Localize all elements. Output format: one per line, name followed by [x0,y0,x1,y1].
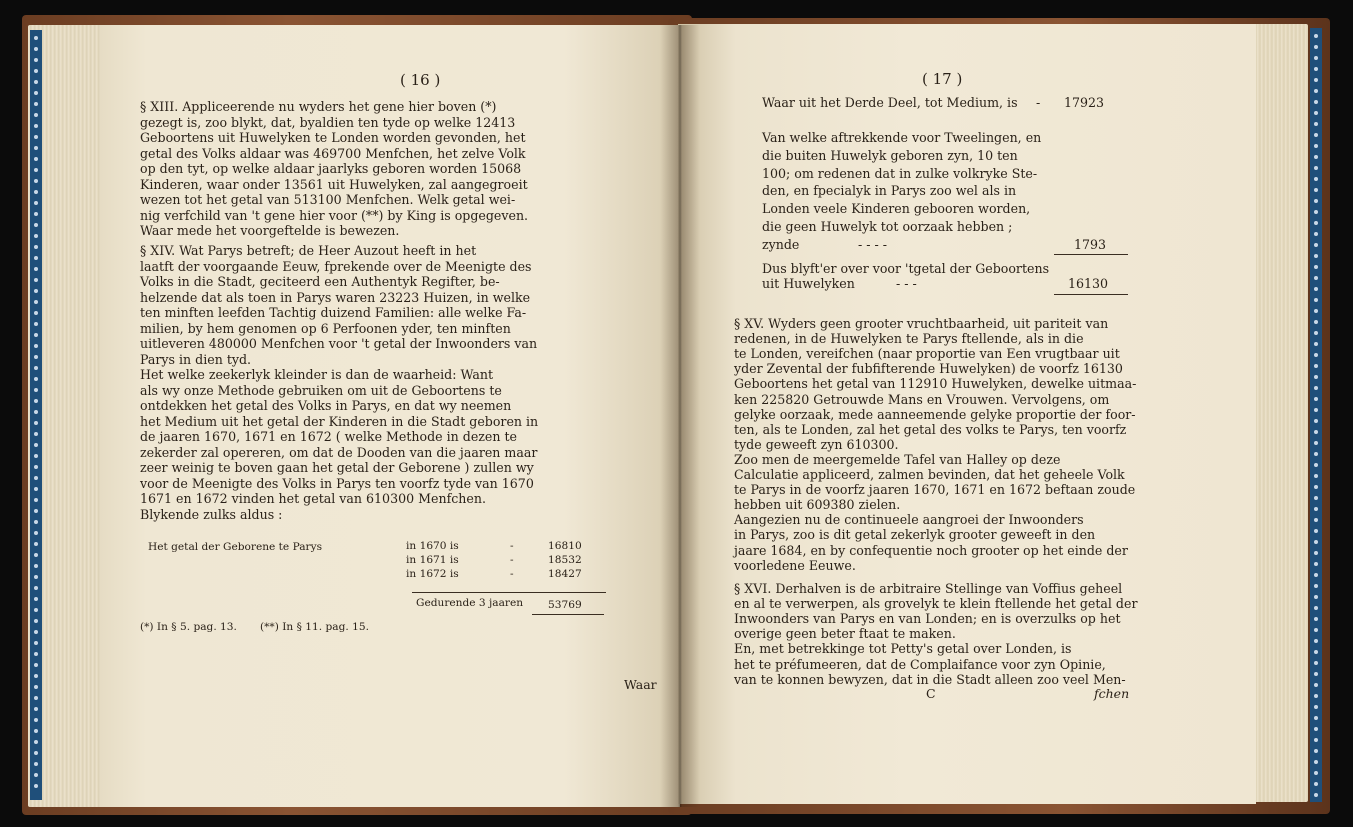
twins-last-text: zynde [762,237,800,252]
text-line: Geboortens uit Huwelyken te Londen worden gevonden, het [140,130,526,145]
ribbon-dot [1314,375,1318,379]
page-number-17: ( 17 ) [922,70,963,88]
ribbon-dot [34,652,38,656]
text-line: in Parys, zoo is dit getal zekerlyk grooter geweeft in den [734,527,1096,543]
text-line: milien, by hem genomen op 6 Perfoonen yder, ten minften [140,320,511,336]
ribbon-dot [34,410,38,414]
ribbon-dot [1314,650,1318,654]
ribbon-dot [34,696,38,700]
ribbon-dot [1314,199,1318,203]
ribbon-dot [1314,551,1318,555]
ribbon-dot [1314,705,1318,709]
ribbon-dot [1314,155,1318,159]
ribbon-dot [34,146,38,150]
rule-twins [1054,254,1128,255]
text-line: getal des Volks aldaar was 469700 Menfchen, het zelve Volk [140,145,526,161]
ribbon-dot [1314,606,1318,610]
text-line: yder Zevental der fubfifterende Huwelyken) de voorfz 16130 [734,361,1123,377]
text-line: 100; om redenen dat in zulke volkryke Ste- [762,165,1038,181]
rest-last-dashes: - - - [896,276,917,291]
footnote-1: (*) In § 5. pag. 13. [140,621,237,633]
text-line: Londen veele Kinderen gebooren worden, [762,201,1031,217]
ribbon-dot [1314,782,1318,786]
ribbon-dot [1314,397,1318,401]
ribbon-dot [34,685,38,689]
ribbon-dot [1314,56,1318,60]
ribbon-dot [1314,463,1318,467]
ribbon-dot [1314,309,1318,313]
text-line: tyde geweeft zyn 610300. [734,436,899,452]
ribbon-dot [34,124,38,128]
ribbon-dot [34,443,38,447]
table-cell-year: in 1671 is [406,554,459,566]
left-page [100,25,680,807]
text-line: wezen tot het getal van 513100 Menfchen. Welk getal wei- [140,192,516,207]
ribbon-dot [34,267,38,271]
text-line: Blykende zulks aldus : [140,506,283,522]
text-line: te Parys in de voorfz jaaren 1670, 1671 en 1672 beftaan zoude [734,482,1136,498]
bookmark-ribbon-right [1310,28,1322,802]
text-line: voor de Meenigte des Volks in Parys ten voorfz tyde van 1670 [140,475,534,491]
ribbon-dot [1314,771,1318,775]
text-line: ten minften leefden Tachtig duizend Familien: alle welke Fa- [140,305,527,320]
text-line: ontdekken het getal des Volks in Parys, en dat wy neemen [140,398,512,413]
ribbon-dot [34,432,38,436]
text-line: Dus blyft'er over voor 'tgetal der Geboortens [762,261,1050,276]
ribbon-dot [34,69,38,73]
ribbon-dot [1314,265,1318,269]
ribbon-dot [1314,793,1318,797]
ribbon-dot [1314,78,1318,82]
ribbon-dot [34,465,38,469]
table-cell-dash: - [510,554,514,566]
ribbon-dot [1314,331,1318,335]
ribbon-dot [1314,133,1318,137]
text-line: als wy onze Methode gebruiken om uit de Geboortens te [140,382,502,398]
text-line: hebben uit 609380 zielen. [734,497,901,513]
ribbon-dot [1314,34,1318,38]
table-rule-total [532,614,604,615]
ribbon-dot [34,311,38,315]
ribbon-dot [1314,760,1318,764]
text-line: Waar mede het voorgeftelde is bewezen. [140,223,400,238]
table-cell-dash: - [510,540,514,552]
ribbon-dot [1314,320,1318,324]
ribbon-dot [1314,276,1318,280]
text-line: § XVI. Derhalven is de arbitraire Stellinge van Voffius geheel [734,581,1123,596]
ribbon-dot [1314,430,1318,434]
ribbon-dot [1314,45,1318,49]
page-edges-right [1250,24,1308,802]
ribbon-dot [34,674,38,678]
ribbon-dot [1314,474,1318,478]
footnote-2: (**) In § 11. pag. 15. [260,621,369,633]
ribbon-dot [34,47,38,51]
ribbon-dot [34,322,38,326]
ribbon-dot [1314,738,1318,742]
text-line: ken 225820 Getrouwde Mans en Vrouwen. Vervolgens, om [734,391,1110,407]
text-line: te Londen, vereifchen (naar proportie van Een vrugtbaar uit [734,346,1120,362]
ribbon-dot [34,377,38,381]
ribbon-dot [1314,672,1318,676]
catchword-right: fchen [1094,686,1130,701]
ribbon-dot [34,278,38,282]
text-line: ten, als te Londen, zal het getal des volks te Parys, ten voorfz [734,421,1127,437]
ribbon-dot [1314,573,1318,577]
ribbon-dot [1314,408,1318,412]
ribbon-dot [34,586,38,590]
ribbon-dot [34,190,38,194]
book-gutter [660,25,700,807]
ribbon-dot [34,421,38,425]
ribbon-dot [34,113,38,117]
ribbon-dot [1314,727,1318,731]
ribbon-dot [1314,243,1318,247]
ribbon-dot [1314,353,1318,357]
twins-last-dashes: - - - - [858,237,888,252]
ribbon-dot [34,762,38,766]
text-line: Zoo men de meergemelde Tafel van Halley op deze [734,451,1061,467]
ribbon-dot [34,740,38,744]
text-line: Geboortens het getal van 112910 Huwelyken, dewelke uitmaa- [734,376,1137,392]
rest-last-value: 16130 [1068,276,1109,291]
ribbon-dot [1314,232,1318,236]
text-line: zeer weinig te boven gaan het getal der Geborene ) zullen wy [140,460,534,475]
text-line: Aangezien nu de continueele aangroei der Inwoonders [734,512,1084,528]
ribbon-dot [34,80,38,84]
ribbon-dot [34,476,38,480]
text-line: § XIII. Appliceerende nu wyders het gene hier boven (*) [140,99,497,114]
text-line: § XIV. Wat Parys betreft; de Heer Auzout heeft in het [140,243,477,258]
table-cell-year: in 1672 is [406,568,459,580]
ribbon-dot [34,608,38,612]
ribbon-dot [34,388,38,392]
ribbon-dot [34,399,38,403]
bookmark-ribbon-left [30,30,42,800]
ribbon-dot [1314,287,1318,291]
table-cell-value: 18532 [548,554,582,566]
ribbon-dot [34,223,38,227]
ribbon-dot [34,454,38,458]
text-line: Het welke zeekerlyk kleinder is dan de waarheid: Want [140,367,493,382]
text-line: het Medium uit het getal der Kinderen in die Stadt geboren in [140,413,539,429]
text-line: redenen, in de Huwelyken te Parys ftellende, als in die [734,331,1084,347]
ribbon-dot [34,135,38,139]
ribbon-dot [1314,518,1318,522]
ribbon-dot [34,773,38,777]
text-line: van te konnen bewyzen, dat in die Stadt alleen zoo veel Men- [734,671,1126,687]
text-line: gelyke oorzaak, mede aanneemende gelyke proportie der foor- [734,406,1136,422]
text-line: nig verfchild van 't gene hier voor (**) by King is opgegeven. [140,207,529,223]
ribbon-dot [34,355,38,359]
ribbon-dot [34,212,38,216]
ribbon-dot [1314,540,1318,544]
ribbon-dot [1314,122,1318,126]
ribbon-dot [1314,441,1318,445]
ribbon-dot [34,300,38,304]
ribbon-dot [34,245,38,249]
right-page [678,24,1256,804]
table-rule [412,592,606,593]
ribbon-dot [34,344,38,348]
ribbon-dot [34,751,38,755]
ribbon-dot [1314,342,1318,346]
ribbon-dot [1314,144,1318,148]
ribbon-dot [34,333,38,337]
ribbon-dot [34,179,38,183]
ribbon-dot [34,641,38,645]
ribbon-dot [1314,177,1318,181]
ribbon-dot [34,487,38,491]
text-line: Kinderen, waar onder 13561 uit Huwelyken, zal aangegroeit [140,176,528,192]
text-line: de jaaren 1670, 1671 en 1672 ( welke Methode in dezen te [140,429,518,444]
text-line: laatft der voorgaande Eeuw, fprekende over de Meenigte des [140,258,532,274]
ribbon-dot [34,168,38,172]
ribbon-dot [1314,749,1318,753]
medium-line-text: Waar uit het Derde Deel, tot Medium, is [762,95,1018,110]
text-line: En, met betrekkinge tot Petty's getal over Londen, is [734,641,1072,657]
ribbon-dot [34,630,38,634]
ribbon-dot [1314,364,1318,368]
table-total-label: Gedurende 3 jaaren [416,597,524,609]
ribbon-dot [1314,485,1318,489]
ribbon-dot [34,619,38,623]
text-line: Volks in die Stadt, geciteerd een Authentyk Regifter, be- [140,274,500,289]
ribbon-dot [34,663,38,667]
ribbon-dot [1314,507,1318,511]
ribbon-dot [1314,661,1318,665]
ribbon-dot [1314,89,1318,93]
ribbon-dot [34,58,38,62]
ribbon-dot [34,542,38,546]
text-line: Van welke aftrekkende voor Tweelingen, en [762,130,1042,145]
ribbon-dot [34,707,38,711]
table-cell-year: in 1670 is [406,540,459,552]
ribbon-dot [1314,617,1318,621]
text-line: het te préfumeeren, dat de Complaifance voor zyn Opinie, [734,656,1106,672]
table-cell-dash: - [510,568,514,580]
ribbon-dot [1314,188,1318,192]
ribbon-dot [34,157,38,161]
ribbon-dot [1314,716,1318,720]
rest-last-text: uit Huwelyken [762,276,855,291]
ribbon-dot [1314,386,1318,390]
ribbon-dot [34,256,38,260]
ribbon-dot [1314,67,1318,71]
ribbon-dot [1314,452,1318,456]
ribbon-dot [1314,683,1318,687]
ribbon-dot [34,234,38,238]
rule-rest [1054,294,1128,295]
ribbon-dot [1314,529,1318,533]
text-line: gezegt is, zoo blykt, dat, byaldien ten tyde op welke 12413 [140,114,516,130]
ribbon-dot [1314,100,1318,104]
medium-line-dash: - [1036,95,1041,110]
text-line: 1671 en 1672 vinden het getal van 610300 Menfchen. [140,491,486,506]
text-line: Calculatie appliceerd, zalmen bevinden, dat het geheele Volk [734,467,1125,482]
ribbon-dot [34,597,38,601]
ribbon-dot [1314,111,1318,115]
ribbon-dot [1314,562,1318,566]
ribbon-dot [1314,595,1318,599]
ribbon-dot [34,289,38,293]
text-line: helzende dat als toen in Parys waren 23223 Huizen, in welke [140,289,531,305]
text-line: op den tyt, op welke aldaar jaarlyks geboren worden 15068 [140,161,522,176]
ribbon-dot [34,531,38,535]
text-line: den, en fpecialyk in Parys zoo wel als in [762,183,1017,199]
ribbon-dot [34,784,38,788]
ribbon-dot [1314,254,1318,258]
ribbon-dot [1314,496,1318,500]
ribbon-dot [34,366,38,370]
ribbon-dot [34,729,38,733]
ribbon-dot [1314,694,1318,698]
ribbon-dot [1314,419,1318,423]
table-label: Het getal der Geborene te Parys [148,541,323,553]
twins-last-value: 1793 [1074,237,1107,252]
table-cell-value: 18427 [548,568,582,580]
text-line: § XV. Wyders geen grooter vruchtbaarheid, uit pariteit van [734,316,1109,331]
ribbon-dot [34,520,38,524]
signature-mark: C [926,686,936,701]
ribbon-dot [1314,639,1318,643]
text-line: die geen Huwelyk tot oorzaak hebben ; [762,219,1013,234]
table-cell-value: 16810 [548,540,582,552]
ribbon-dot [1314,221,1318,225]
text-line: voorledene Eeuwe. [734,557,856,573]
ribbon-dot [34,36,38,40]
table-total-value: 53769 [548,599,582,611]
ribbon-dot [1314,166,1318,170]
catchword-left: Waar [624,677,657,692]
medium-line-value: 17923 [1064,95,1105,110]
ribbon-dot [34,498,38,502]
ribbon-dot [34,102,38,106]
text-line: Inwoonders van Parys en van Londen; en is overzulks op het [734,611,1121,627]
text-line: Parys in dien tyd. [140,351,252,367]
ribbon-dot [34,553,38,557]
ribbon-dot [34,718,38,722]
text-line: die buiten Huwelyk geboren zyn, 10 ten [762,147,1018,163]
ribbon-dot [34,509,38,513]
page-number-16: ( 16 ) [400,71,441,89]
text-line: jaare 1684, en by confequentie noch grooter op het einde der [734,542,1128,558]
ribbon-dot [1314,584,1318,588]
text-line: uitleveren 480000 Menfchen voor 't getal der Inwoonders van [140,336,538,351]
text-line: en al te verwerpen, als grovelyk te klein ftellende het getal der [734,596,1138,612]
text-line: zekerder zal opereren, om dat de Dooden van die jaaren maar [140,444,538,460]
ribbon-dot [1314,210,1318,214]
ribbon-dot [34,201,38,205]
ribbon-dot [34,91,38,95]
ribbon-dot [34,575,38,579]
ribbon-dot [1314,628,1318,632]
ribbon-dot [1314,298,1318,302]
ribbon-dot [34,564,38,568]
text-line: overige geen beter ftaat te maken. [734,626,956,642]
